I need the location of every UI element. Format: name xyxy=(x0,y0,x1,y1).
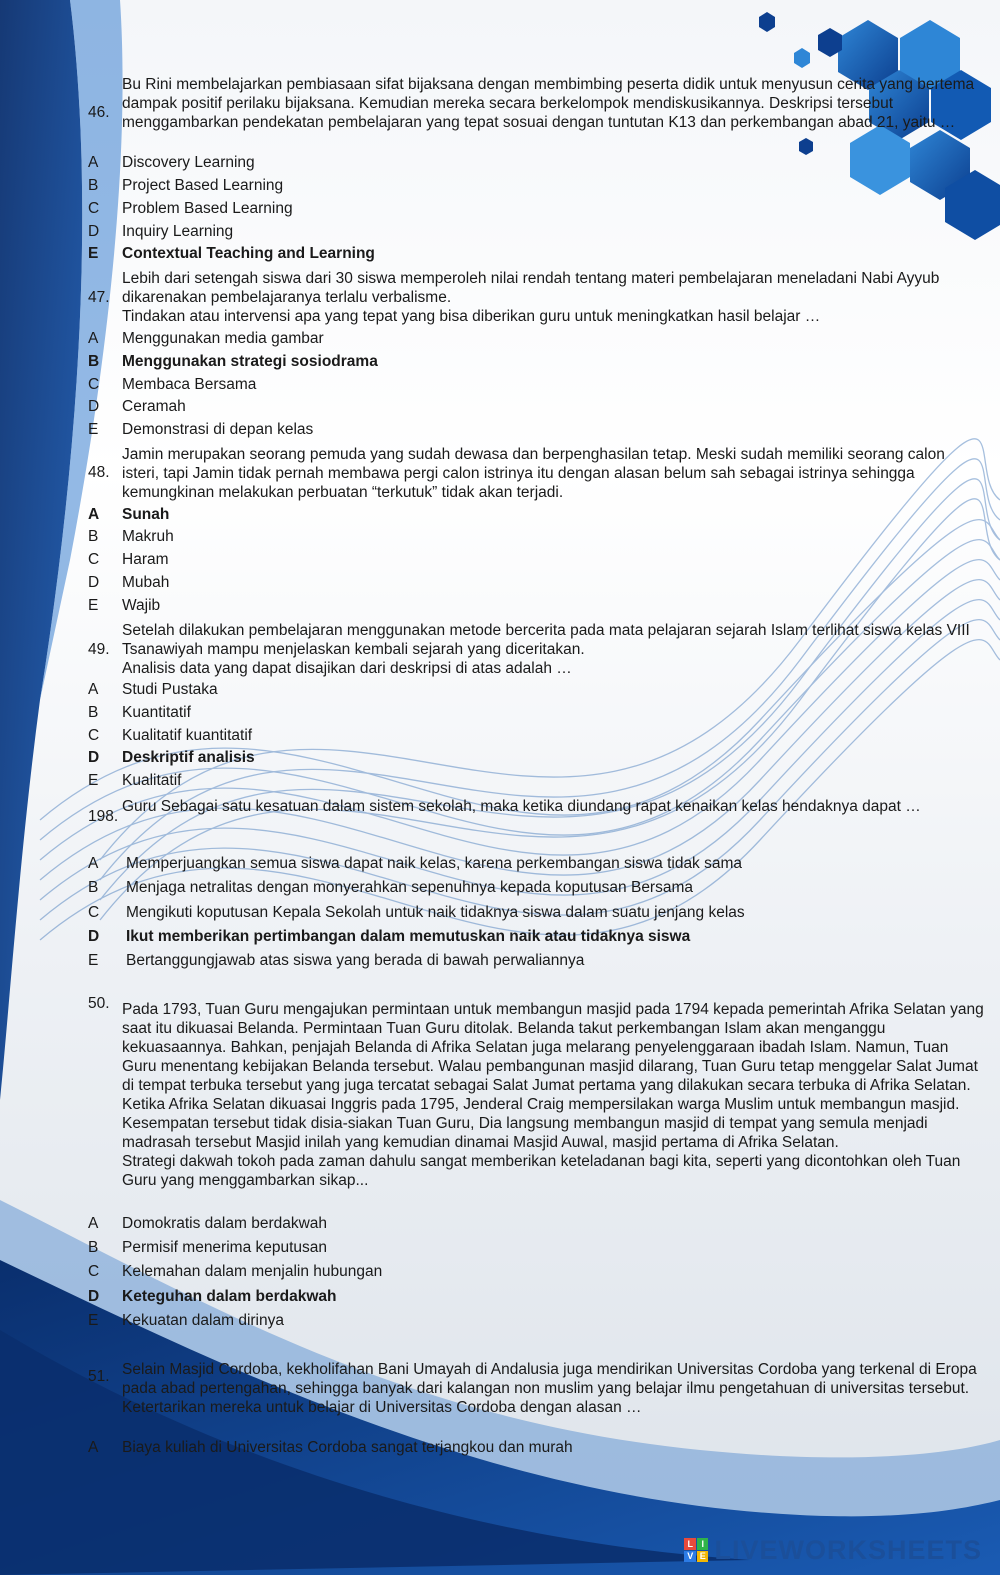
option-letter: A xyxy=(88,506,100,523)
question-number: 48. xyxy=(88,464,110,481)
brand-name: LIVEWORKSHEETS xyxy=(714,1534,982,1565)
option-e[interactable] xyxy=(88,950,968,972)
option-c[interactable] xyxy=(88,1261,968,1283)
option-letter: C xyxy=(88,1263,100,1280)
option-letter: D xyxy=(88,928,100,945)
option-text: Domokratis dalam berdakwah xyxy=(122,1215,328,1232)
option-text: Project Based Learning xyxy=(122,177,284,194)
option-letter: A xyxy=(88,855,99,872)
option-letter: B xyxy=(88,1239,99,1256)
option-a[interactable] xyxy=(88,1213,968,1235)
option-letter: C xyxy=(88,904,100,921)
option-c[interactable] xyxy=(88,902,968,924)
option-e[interactable] xyxy=(88,595,968,617)
option-c[interactable] xyxy=(88,198,968,220)
stem-paragraph: Tindakan atau intervensi apa yang tepat yang bisa diberikan guru untuk meningkatkan hasil belajar … xyxy=(122,308,821,325)
option-letter: A xyxy=(88,1215,99,1232)
option-text: Ceramah xyxy=(122,398,186,415)
option-b-correct[interactable] xyxy=(88,351,968,373)
option-a[interactable] xyxy=(88,152,968,174)
question-number: 47. xyxy=(88,289,110,306)
option-d[interactable] xyxy=(88,221,968,243)
option-text: Menggunakan strategi sosiodrama xyxy=(122,353,378,370)
option-letter: D xyxy=(88,574,100,591)
option-e[interactable] xyxy=(88,770,968,792)
option-b[interactable] xyxy=(88,1237,968,1259)
question-stem xyxy=(122,75,984,132)
stem-paragraph: Lebih dari setengah siswa dari 30 siswa memperoleh nilai rendah tentang materi pembelajaran meneladani Nabi Ayyub dikarenakan pembelajaranya terlalu verbalisme. xyxy=(122,270,940,306)
option-letter: B xyxy=(88,528,99,545)
stem-paragraph: Setelah dilakukan pembelajaran menggunakan metode bercerita pada mata pelajaran sejarah Islam terlihat siswa kelas VIII Tsanawiyah mampu menjelaskan kembali sejarah yang diceritakan. xyxy=(122,622,970,658)
option-text: Mubah xyxy=(122,574,170,591)
option-letter: B xyxy=(88,704,99,721)
liveworksheets-mark-icon xyxy=(684,1538,708,1562)
option-text: Menggunakan media gambar xyxy=(122,330,324,347)
option-text: Contextual Teaching and Learning xyxy=(122,245,375,262)
option-letter: A xyxy=(88,154,99,171)
option-letter: E xyxy=(88,1312,99,1329)
option-text: Kelemahan dalam menjalin hubungan xyxy=(122,1263,383,1280)
stem-paragraph: Jamin merupakan seorang pemuda yang sudah dewasa dan berpenghasilan tetap. Meski sudah memiliki seorang calon isteri, tapi Jamin tidak pernah membawa pergi calon istrinya itu dengan alasan belum sah sebagai istrinya sehingga kemungkinan melakukan perbuatan “terkutuk” tidak akan terjadi. xyxy=(122,446,945,501)
option-text: Biaya kuliah di Universitas Cordoba sangat terjangkou dan murah xyxy=(122,1439,573,1456)
option-e[interactable] xyxy=(88,419,968,441)
option-a[interactable] xyxy=(88,1437,968,1459)
option-text: Deskriptif analisis xyxy=(122,749,255,766)
option-letter: B xyxy=(88,177,99,194)
option-letter: D xyxy=(88,223,100,240)
stem-paragraph: Analisis data yang dapat disajikan dari deskripsi di atas adalah … xyxy=(122,660,572,677)
option-letter: D xyxy=(88,749,100,766)
option-text: Permisif menerima keputusan xyxy=(122,1239,328,1256)
option-letter: C xyxy=(88,200,100,217)
stem-paragraph: Selain Masjid Cordoba, kekholifahan Bani Umayah di Andalusia juga mendirikan Universitas Cordoba yang terkenal di Eropa pada abad pertengahan, sehingga banyak dari kalangan non muslim yang belajar ilmu pengetahuan di universitas tersebut. xyxy=(122,1361,977,1397)
question-stem xyxy=(122,445,984,502)
question-number: 49. xyxy=(88,641,110,658)
option-letter: C xyxy=(88,727,100,744)
option-text: Makruh xyxy=(122,528,174,545)
logo-letter: L xyxy=(684,1538,696,1550)
logo-letter: I xyxy=(697,1538,709,1550)
stem-paragraph: Pada 1793, Tuan Guru mengajukan permintaan untuk membangun masjid pada 1794 kepada pemerintah Afrika Selatan yang saat itu dikuasai Belanda. Permintaan Tuan Guru ditolak. Belanda takut perkembangan Islam akan menganggu kekuasaannya. Bahkan, penjajah Belanda di Afrika Selatan juga melarang penyelenggaraan ibadah Islam. Namun, Tuan Guru menentang kebijakan Belanda tersebut. Walau pembangunan masjid dilarang, Tuan Guru tetap menggelar Salat Jumat di tempat terbuka tersebut yang juga tercatat sebagai Salat Jumat pertama yang dilakukan secara terbuka di Afrika Selatan. Ketika Afrika Selatan dikuasai Inggris pada 1795, Jenderal Craig mempersilakan warga Muslim untuk membangun masjid. Kesempatan tersebut tidak disia-siakan Tuan Guru, Dia langsung membangun masjid di tempat yang semula menjadi madrasah tersebut Masjid inilah yang kemudian dinamai Masjid Auwal, masjid pertama di Afrika Selatan. xyxy=(122,1001,984,1151)
option-letter: D xyxy=(88,398,100,415)
option-b[interactable] xyxy=(88,877,968,899)
option-text: Wajib xyxy=(122,597,161,614)
option-text: Keteguhan dalam berdakwah xyxy=(122,1288,337,1305)
option-letter: E xyxy=(88,772,99,789)
option-a[interactable] xyxy=(88,328,968,350)
question-stem xyxy=(122,1000,987,1190)
option-letter: A xyxy=(88,681,99,698)
option-letter: E xyxy=(88,597,99,614)
option-c[interactable] xyxy=(88,725,968,747)
option-letter: A xyxy=(88,330,99,347)
question-stem xyxy=(122,269,984,326)
stem-paragraph: Ketertarikan mereka untuk belajar di Universitas Cordoba dengan alasan … xyxy=(122,1399,642,1416)
stem-paragraph: Guru Sebagai satu kesatuan dalam sistem sekolah, maka ketika diundang rapat kenaikan kelas hendaknya dapat … xyxy=(122,798,921,815)
option-b[interactable] xyxy=(88,702,968,724)
option-a[interactable] xyxy=(88,853,968,875)
option-text: Kuantitatif xyxy=(122,704,191,721)
option-text: Discovery Learning xyxy=(122,154,255,171)
option-d-correct[interactable] xyxy=(88,1286,968,1308)
option-b[interactable] xyxy=(88,175,968,197)
option-e-correct[interactable] xyxy=(88,243,968,265)
logo-letter: E xyxy=(697,1551,709,1563)
option-text: Demonstrasi di depan kelas xyxy=(122,421,314,438)
option-text: Ikut memberikan pertimbangan dalam memutuskan naik atau tidaknya siswa xyxy=(126,928,691,945)
option-c[interactable] xyxy=(88,549,968,571)
option-text: Kualitatif xyxy=(122,772,182,789)
option-letter: D xyxy=(88,1288,100,1305)
liveworksheets-logo[interactable] xyxy=(684,1534,982,1565)
option-a[interactable] xyxy=(88,679,968,701)
option-d[interactable] xyxy=(88,572,968,594)
option-letter: B xyxy=(88,879,99,896)
option-letter: E xyxy=(88,421,99,438)
stem-paragraph: Bu Rini membelajarkan pembiasaan sifat bijaksana dengan membimbing peserta didik untuk menyusun cerita yang bertema dampak positif perilaku bijaksana. Kemudian mereka secara berkelompok mendiskusikannya. Deskripsi tersebut menggambarkan pendekatan pembelajaran yang tepat sosuai dengan tuntutan K13 dan perkembangan abad 21, yaitu … xyxy=(122,76,975,131)
option-d-correct[interactable] xyxy=(88,926,968,948)
question-stem xyxy=(122,797,972,816)
logo-letter: V xyxy=(684,1551,696,1563)
option-a-correct[interactable] xyxy=(88,504,968,526)
question-stem xyxy=(122,1360,987,1417)
option-text: Mengikuti koputusan Kepala Sekolah untuk naik tidaknya siswa dalam suatu jenjang kelas xyxy=(126,904,745,921)
option-letter: E xyxy=(88,245,99,262)
option-text: Menjaga netralitas dengan monyerahkan sepenuhnya kepada koputusan Bersama xyxy=(126,879,693,896)
option-text: Memperjuangkan semua siswa dapat naik kelas, karena perkembangan siswa tidak sama xyxy=(126,855,743,872)
option-letter: E xyxy=(88,952,99,969)
question-number: 198. xyxy=(88,808,119,825)
question-stem xyxy=(122,621,984,678)
option-text: Membaca Bersama xyxy=(122,376,257,393)
option-text: Problem Based Learning xyxy=(122,200,293,217)
option-text: Kualitatif kuantitatif xyxy=(122,727,253,744)
option-letter: C xyxy=(88,376,100,393)
option-b[interactable] xyxy=(88,526,968,548)
option-text: Sunah xyxy=(122,506,170,523)
question-number: 51. xyxy=(88,1368,110,1385)
option-d-correct[interactable] xyxy=(88,747,968,769)
option-letter: A xyxy=(88,1439,99,1456)
question-number: 50. xyxy=(88,995,110,1012)
option-text: Studi Pustaka xyxy=(122,681,218,698)
option-text: Bertanggungjawab atas siswa yang berada di bawah perwaliannya xyxy=(126,952,585,969)
option-text: Haram xyxy=(122,551,169,568)
option-letter: C xyxy=(88,551,100,568)
option-letter: B xyxy=(88,353,100,370)
question-number: 46. xyxy=(88,104,110,121)
option-text: Kekuatan dalam dirinya xyxy=(122,1312,284,1329)
option-e[interactable] xyxy=(88,1310,968,1332)
stem-paragraph: Strategi dakwah tokoh pada zaman dahulu sangat memberikan keteladanan bagi kita, seperti yang dicontohkan oleh Tuan Guru yang menggambarkan sikap... xyxy=(122,1153,961,1189)
option-d[interactable] xyxy=(88,396,968,418)
option-text: Inquiry Learning xyxy=(122,223,234,240)
option-c[interactable] xyxy=(88,374,968,396)
